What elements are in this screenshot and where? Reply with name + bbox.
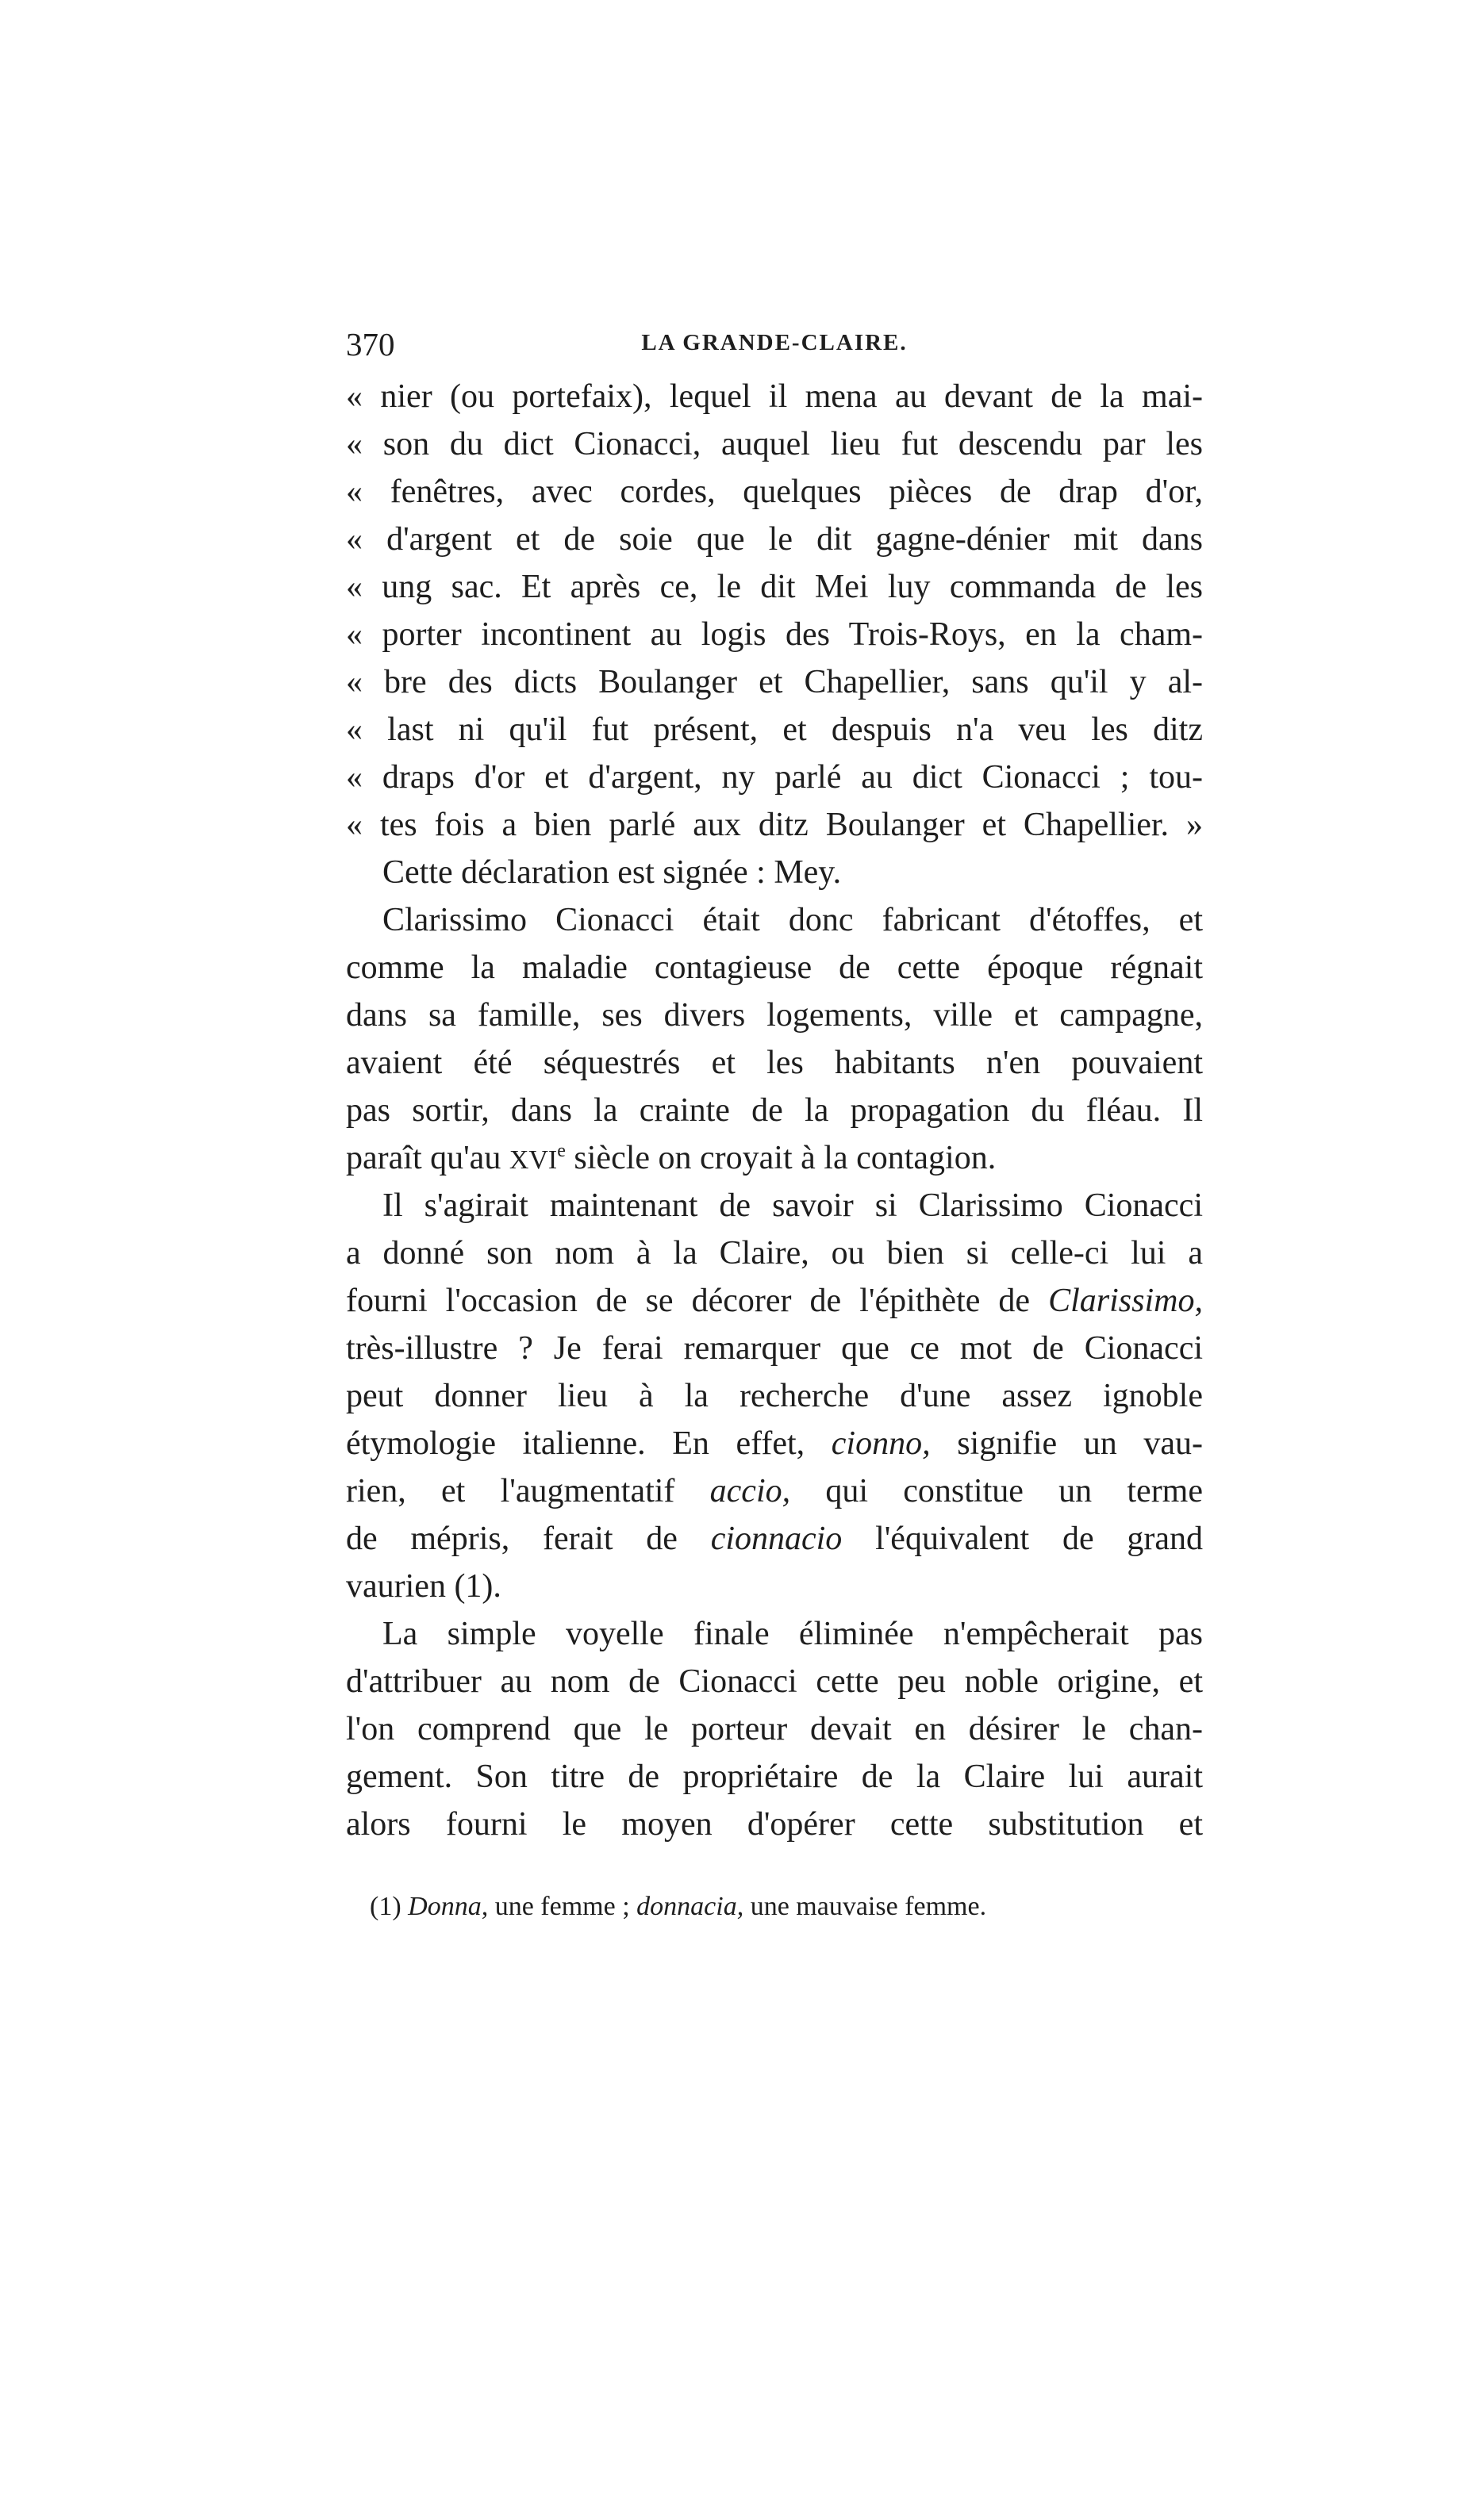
text-segment: de mépris, ferait de <box>346 1521 711 1557</box>
page-number: 370 <box>346 326 395 362</box>
paragraph-line: pas sortir, dans la crainte de la propagation du fléau. Il <box>346 1092 1203 1129</box>
footnote-marker: (1) <box>370 1892 409 1921</box>
quote-line: « ung sac. Et après ce, le dit Mei luy commanda de les <box>346 569 1203 605</box>
text-segment: paraît qu'au <box>346 1140 509 1176</box>
quote-line: « fenêtres, avec cordes, quelques pièces de drap d'or, <box>346 474 1203 510</box>
paragraph-line <box>346 1277 1203 1325</box>
paragraph-line: vaurien (1). <box>346 1568 501 1605</box>
italic-term: cionno, <box>831 1425 931 1462</box>
quote-line: « bre des dicts Boulanger et Chapellier, sans qu'il y al- <box>346 664 1203 700</box>
paragraph-line <box>346 1515 1203 1563</box>
paragraph-line: d'attribuer au nom de Cionacci cette peu noble origine, et <box>346 1663 1203 1700</box>
text-segment: siècle on croyait à la contagion. <box>565 1140 997 1176</box>
text-segment: l'équivalent de grand <box>842 1521 1203 1557</box>
paragraph-line: La simple voyelle finale éliminée n'empêcherait pas <box>382 1616 1203 1652</box>
body-text <box>346 373 1203 1848</box>
paragraph-line: très-illustre ? Je ferai remarquer que ce mot de Cionacci <box>346 1330 1203 1367</box>
paragraph-cionacci-fabricant <box>346 896 1203 1182</box>
footnote <box>346 1889 1203 1924</box>
century-superscript: e <box>557 1141 566 1161</box>
quote-line: « tes fois a bien parlé aux ditz Boulanger et Chapellier. » <box>346 807 1203 843</box>
paragraph-line: dans sa famille, ses divers logements, ville et campagne, <box>346 997 1203 1034</box>
text-segment: signifie un vau- <box>930 1425 1203 1462</box>
italic-term: accio, <box>709 1473 791 1509</box>
text-segment: une femme ; <box>488 1892 637 1921</box>
quote-line: « draps d'or et d'argent, ny parlé au dict Cionacci ; tou- <box>346 759 1203 796</box>
quote-line: « last ni qu'il fut présent, et despuis n'a veu les ditz <box>346 712 1203 748</box>
text-segment: rien, et l'augmentatif <box>346 1473 710 1509</box>
paragraph-line: Il s'agirait maintenant de savoir si Clarissimo Cionacci <box>382 1187 1203 1224</box>
paragraph-line: Clarissimo Cionacci était donc fabricant d'étoffes, et <box>382 902 1203 938</box>
quoted-declaration <box>346 373 1203 849</box>
paragraph-line <box>346 1420 1203 1467</box>
paragraph-line <box>346 1134 1203 1182</box>
book-page <box>346 325 1203 1924</box>
century-numeral: XVI <box>509 1145 558 1175</box>
italic-term: Clarissimo, <box>1048 1283 1203 1319</box>
paragraph-line: avaient été séquestrés et les habitants n'en pouvaient <box>346 1045 1203 1081</box>
quote-line: « d'argent et de soie que le dit gagne-dénier mit dans <box>346 521 1203 558</box>
paragraph-line: comme la maladie contagieuse de cette époque régnait <box>346 949 1203 986</box>
paragraph-line: a donné son nom à la Claire, ou bien si celle-ci lui a <box>346 1235 1203 1272</box>
paragraph-line <box>346 1467 1203 1515</box>
italic-term: Donna, <box>408 1892 489 1921</box>
text-segment: qui constitue un terme <box>790 1473 1203 1509</box>
italic-term: donnacia, <box>636 1892 744 1921</box>
quote-line: « porter incontinent au logis des Trois-Roys, en la cham- <box>346 616 1203 653</box>
running-header <box>346 325 1203 373</box>
text-segment: fourni l'occasion de se décorer de l'épithète de <box>346 1283 1049 1319</box>
text-segment: une mauvaise femme. <box>743 1892 987 1921</box>
paragraph-etymologie <box>346 1182 1203 1610</box>
signature-line: Cette déclaration est signée : Mey. <box>382 854 842 891</box>
paragraph-line: peut donner lieu à la recherche d'une assez ignoble <box>346 1378 1203 1414</box>
text-segment: étymologie italienne. En effet, <box>346 1425 832 1462</box>
paragraph-line: l'on comprend que le porteur devait en désirer le chan- <box>346 1711 1203 1747</box>
paragraph-voyelle-finale <box>346 1610 1203 1848</box>
running-title: LA GRANDE-CLAIRE. <box>641 330 908 355</box>
quote-line: « nier (ou portefaix), lequel il mena au devant de la mai- <box>346 378 1203 415</box>
paragraph-line: alors fourni le moyen d'opérer cette substitution et <box>346 1806 1203 1843</box>
quote-line: « son du dict Cionacci, auquel lieu fut descendu par les <box>346 426 1203 462</box>
italic-term: cionnacio <box>710 1521 843 1557</box>
paragraph-line: gement. Son titre de propriétaire de la Claire lui aurait <box>346 1759 1203 1795</box>
